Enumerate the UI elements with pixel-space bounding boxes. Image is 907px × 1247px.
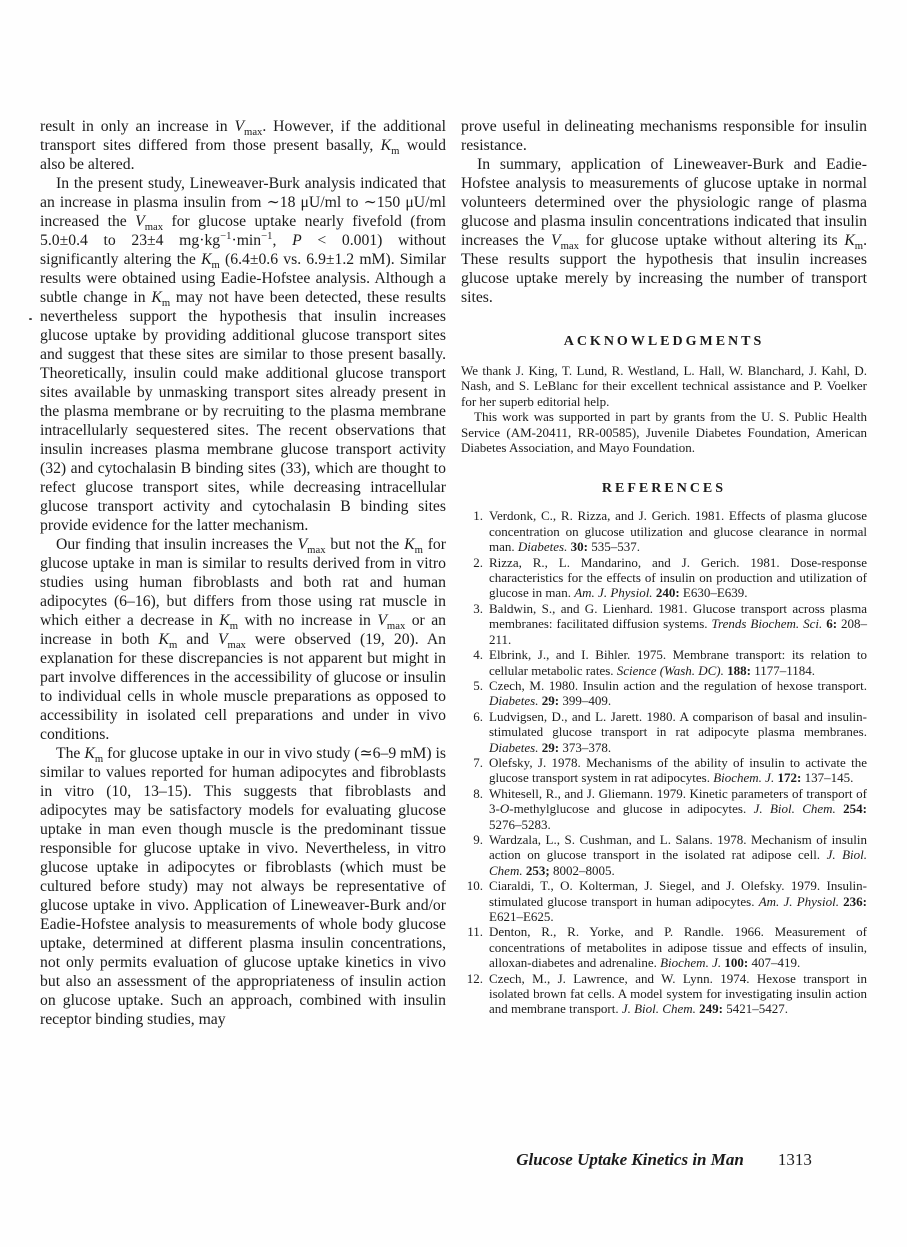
reference-number: 11. — [467, 924, 483, 940]
reference-text: Verdonk, C., R. Rizza, and J. Gerich. 1981. Effects of plasma glucose concentration on glucose utilization and glucose clearance in normal man. Diabetes. 30: 535–537. — [489, 508, 867, 555]
page-number: 1313 — [777, 1150, 812, 1169]
reference-text: Elbrink, J., and I. Bihler. 1975. Membrane transport: its relation to cellular metabolic rates. Science (Wash. DC). 188: 1177–1184. — [489, 647, 867, 678]
reference-number: 8. — [473, 785, 483, 801]
reference-text: Whitesell, R., and J. Gliemann. 1979. Kinetic parameters of transport of 3-O-methylglucose and glucose in adipocytes. J. Biol. Chem. 254: 5276–5283. — [489, 785, 867, 832]
running-title: Glucose Uptake Kinetics in Man — [516, 1150, 744, 1169]
reference-item — [461, 878, 867, 924]
reference-text: Czech, M. 1980. Insulin action and the regulation of hexose transport. Diabetes. 29: 399–409. — [489, 677, 867, 709]
body-paragraph: result in only an increase in $V_{max}$. However, if the additional transport sites differed from those present basally, $K_m$ would also be altered. — [40, 118, 446, 173]
reference-text: Rizza, R., L. Mandarino, and J. Gerich. 1981. Dose-response characteristics for the effects of insulin on production and utilization of glucose in man. Am. J. Physiol. 240: E630–E639. — [489, 554, 867, 601]
reference-text: Wardzala, L., S. Cushman, and L. Salans. 1978. Mechanism of insulin action on glucose transport in the isolated rat adipose cell. J. Biol. Chem. 253; 8002–8005. — [489, 831, 867, 878]
reference-number: 6. — [473, 708, 483, 724]
acknowledgments-paragraph: This work was supported in part by grants from the U. S. Public Health Service (AM-20411, RR-00585), Juvenile Diabetes Foundation, American Diabetes Association, and Mayo Foundation. — [461, 409, 867, 456]
reference-number: 10. — [466, 878, 483, 894]
reference-text: Ludvigsen, D., and L. Jarett. 1980. A comparison of basal and insulin-stimulated glucose transport in rat adipocyte plasma membranes. Diabetes. 29: 373–378. — [489, 708, 867, 755]
reference-item — [461, 709, 867, 755]
reference-number: 7. — [473, 754, 483, 770]
reference-number: 12. — [466, 970, 483, 986]
reference-number: 9. — [473, 831, 483, 847]
reference-item — [461, 924, 867, 970]
reference-number: 4. — [473, 647, 483, 663]
body-paragraph: In summary, application of Lineweaver-Burk and Eadie-Hofstee analysis to measurements of glucose uptake in normal volunteers determined over the physiologic range of plasma glucose and plasma insulin concentrations indicated that insulin increases the $V_{max}$ for glucose uptake without altering its $K_m$. These results support the hypothesis that insulin increases glucose uptake merely by increasing the number of transport sites. — [461, 156, 868, 306]
scan-speck — [29, 318, 32, 320]
reference-text: Olefsky, J. 1978. Mechanisms of the ability of insulin to activate the glucose transport system in rat adipocytes. Biochem. J. 172: 137–145. — [489, 754, 867, 786]
reference-item — [461, 555, 867, 601]
reference-text: Baldwin, S., and G. Lienhard. 1981. Glucose transport across plasma membranes: facilitated diffusion systems. Trends Biochem. Sci. 6: 208–211. — [489, 600, 867, 647]
acknowledgments-heading: ACKNOWLEDGMENTS — [563, 334, 765, 349]
references-list — [461, 508, 867, 1016]
two-column-layout — [40, 117, 867, 1029]
acknowledgments-section — [461, 363, 867, 455]
reference-item — [461, 647, 867, 678]
reference-item — [461, 755, 867, 786]
reference-text: Denton, R., R. Yorke, and P. Randle. 1966. Measurement of concentrations of metabolites in adipose tissue and effects of insulin, alloxan-diabetes and adrenaline. Biochem. J. 100: 407–419. — [489, 924, 867, 971]
body-paragraph: The $K_m$ for glucose uptake in our in vivo study (≃6–9 mM) is similar to values reported for human adipocytes and fibroblasts in vitro (10, 13–15). This suggests that fibroblasts and adipocytes may be satisfactory models for evaluating glucose uptake in man even though muscle is the predominant tissue responsible for glucose uptake in vivo. Nevertheless, in vitro glucose uptake in adipocytes or fibroblasts (which must be cultured before study) may not always be representative of glucose uptake in vivo. Application of Lineweaver-Burk and/or Eadie-Hofstee analysis to measurements of whole body glucose uptake, determined at different plasma insulin concentrations, not only permits evaluation of glucose uptake kinetics in vivo but also an assessment of the appropriateness of insulin action on glucose uptake. Such an approach, combined with insulin receptor binding studies, may — [40, 745, 447, 1028]
body-paragraph: Our finding that insulin increases the $V_{max}$ but not the $K_m$ for glucose uptake in man is similar to results derived from in vitro studies using human fibroblasts and both rat and human adipocytes (6–16), but differs from those using rat muscle in which either a decrease in $K_m$ with no increase in $V_{max}$ or an increase in both $K_m$ and $V_{max}$ were observed (19, 20). An explanation for these discrepancies is not apparent but might in part involve differences in the accessibility of glucose or insulin to individual cells in whole muscle preparations as opposed to accessibility in isolated cell preparations and under in vivo conditions. — [40, 536, 446, 743]
reference-number: 3. — [473, 600, 483, 616]
acknowledgments-paragraph: We thank J. King, T. Lund, R. Westland, L. Hall, W. Blanchard, J. Kahl, D. Nash, and S. LeBlanc for their excellent technical assistance and P. Voelker for her superb editorial help. — [461, 363, 867, 409]
reference-number: 2. — [473, 554, 483, 570]
reference-number: 5. — [473, 677, 483, 693]
body-paragraph: In the present study, Lineweaver-Burk analysis indicated that an increase in plasma insulin from ∼18 μU/ml to ∼150 μU/ml increased the $V_{max}$ for glucose uptake nearly fivefold (from 5.0±0.4 to 23±4 $mg\cdot kg^{-1}\cdot\min^{-1}$, P < 0.001) without significantly altering the $K_m$ (6.4±0.6 vs. 6.9±1.2 mM). Similar results were obtained using Eadie-Hofstee analysis. Although a subtle change in $K_m$ may not have been detected, these results nevertheless support the hypothesis that insulin increases glucose uptake by providing additional glucose transport sites and suggest that these sites are similar to those present basally. Theoretically, insulin could make additional glucose transport sites available by unmasking transport sites already present in the plasma membrane or by recruiting to the plasma membrane intracellularly sequestered sites. The recent observations that insulin increases plasma membrane glucose transport activity (32) and cytochalasin B binding sites (33), which are thought to refect glucose transport sites, while decreasing intracellular glucose transport activity and cytochalasin B binding sites provide evidence for the latter mechanism. — [40, 175, 446, 534]
reference-item — [461, 678, 867, 709]
page-footer — [461, 1150, 867, 1170]
right-column — [461, 117, 867, 1029]
left-column — [40, 117, 446, 1029]
reference-text: Czech, M., J. Lawrence, and W. Lynn. 1974. Hexose transport in isolated brown fat cells. A model system for investigating insulin action and membrane transport. J. Biol. Chem. 249: 5421–5427. — [489, 970, 867, 1017]
reference-number: 1. — [473, 508, 483, 524]
right-column-body — [461, 117, 867, 307]
reference-item — [461, 601, 867, 647]
reference-text: Ciaraldi, T., O. Kolterman, J. Siegel, and J. Olefsky. 1979. Insulin-stimulated glucose transport in human adipocytes. Am. J. Physiol. 236: E621–E625. — [489, 878, 868, 924]
reference-item — [461, 508, 867, 554]
reference-item — [461, 971, 867, 1017]
reference-item — [461, 832, 867, 878]
references-heading: REFERENCES — [601, 481, 727, 497]
reference-item — [461, 786, 867, 832]
body-paragraph: prove useful in delineating mechanisms responsible for insulin resistance. — [461, 118, 867, 154]
